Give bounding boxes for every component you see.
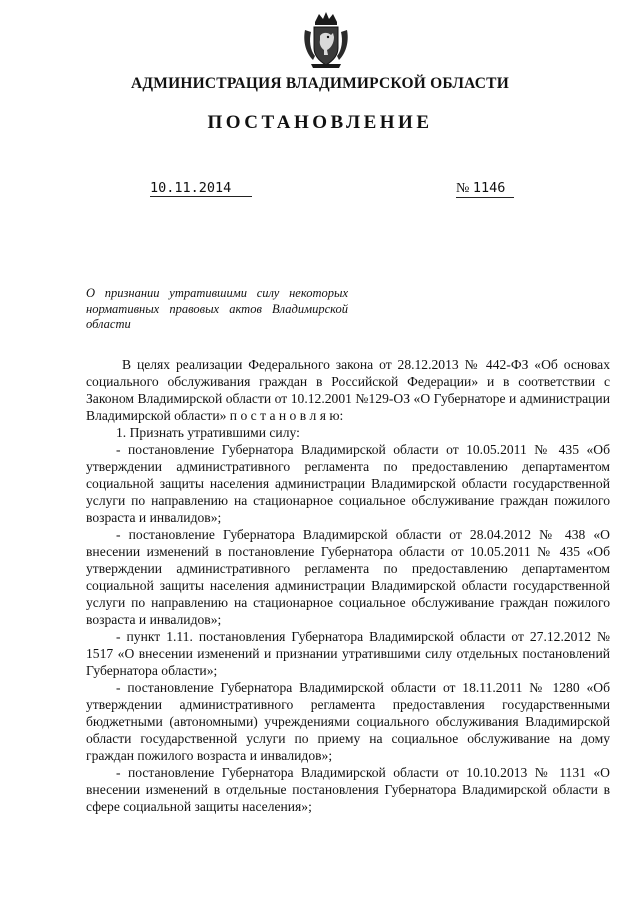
document-date: 10.11.2014 — [150, 180, 252, 197]
document-body — [86, 356, 610, 815]
document-number — [456, 180, 514, 198]
list-item: - постановление Губернатора Владимирской области от 10.10.2013 № 1131 «О внесении изменений в отдельные постановления Губернатора Владимирской области в сфере социальной защиты населения»; — [86, 765, 610, 814]
number-value: 1146 — [472, 180, 506, 196]
number-prefix: № — [456, 181, 470, 196]
list-item: - постановление Губернатора Владимирской области от 10.05.2011 № 435 «Об утверждении административного регламента по предоставлению департаментом социальной защиты населения администрации Владимирской области государственной услуги по направлению на стационарное социальное обслуживание граждан пожилого возраста и инвалидов»; — [86, 442, 610, 525]
intro-paragraph: В целях реализации Федерального закона от 28.12.2013 № 442-ФЗ «Об основах социального обслуживания граждан в Российской Федерации» и в соответствии с Законом Владимирской области от 10.12.2001 №129-ОЗ «О Губернаторе и администрации Владимирской области» п о с т а н о в л я ю: — [86, 357, 610, 423]
document-type-title: ПОСТАНОВЛЕНИЕ — [207, 112, 433, 133]
coat-of-arms-icon — [301, 10, 351, 70]
list-item: - постановление Губернатора Владимирской области от 18.11.2011 № 1280 «Об утверждении административного регламента предоставления государственными бюджетными (автономными) учреждениями социального обслуживания Владимирской области государственной услуги по приему на социальное обслуживание на дому граждан пожилого возраста и инвалидов»; — [86, 680, 610, 763]
organization-title: АДМИНИСТРАЦИЯ ВЛАДИМИРСКОЙ ОБЛАСТИ — [131, 75, 509, 92]
list-item: - пункт 1.11. постановления Губернатора Владимирской области от 27.12.2012 № 1517 «О внесении изменений и признании утратившими силу отдельных постановлений Губернатора области»; — [86, 629, 610, 678]
document-subject: О признании утратившими силу некоторых нормативных правовых актов Владимирской области — [86, 286, 348, 331]
list-item: - постановление Губернатора Владимирской области от 28.04.2012 № 438 «О внесении изменений в постановление Губернатора области от 10.05.2011 № 435 «Об утверждении административного регламента по предоставлению департаментом социальной защиты населения администрации Владимирской области государственной услуги по направлению на стационарное социальное обслуживание граждан пожилого возраста и инвалидов»; — [86, 527, 610, 627]
item-1-heading: 1. Признать утратившими силу: — [116, 425, 300, 440]
